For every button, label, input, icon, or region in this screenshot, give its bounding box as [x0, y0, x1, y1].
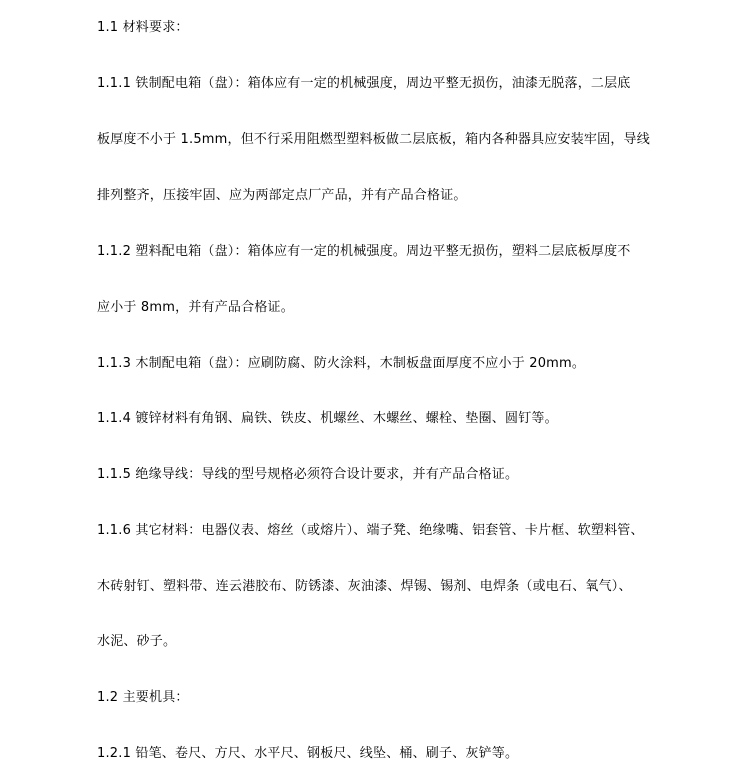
- paragraph-line: 1.1.2 塑料配电箱（盘）：箱体应有一定的机械强度。周边平整无损伤，塑料二层底板厚度不: [97, 244, 631, 259]
- paragraph-line: 1.1.1 铁制配电箱（盘）：箱体应有一定的机械强度，周边平整无损伤，油漆无脱落，二层底: [97, 76, 631, 91]
- paragraph-line: 1.1.6 其它材料：电器仪表、熔丝（或熔片）、端子凳、绝缘嘴、铝套管、卡片框、软塑料管、: [97, 523, 644, 538]
- paragraph-line: 水泥、砂子。: [97, 634, 177, 649]
- paragraph-line: 应小于 8mm，并有产品合格证。: [97, 300, 294, 315]
- paragraph-line: 板厚度不小于 1.5mm，但不行采用阻燃型塑料板做二层底板，箱内各种器具应安装牢固，导线: [97, 132, 650, 147]
- paragraph-line: 木砖射钉、塑料带、连云港胶布、防锈漆、灰油漆、焊锡、锡剂、电焊条（或电石、氧气）、: [97, 579, 632, 594]
- section-heading-materials: 1.1 材料要求：: [97, 20, 189, 35]
- paragraph-line: 1.2.1 铅笔、卷尺、方尺、水平尺、钢板尺、线坠、桶、刷子、灰铲等。: [97, 746, 519, 761]
- paragraph-line: 排列整齐，压接牢固、应为两部定点厂产品，并有产品合格证。: [97, 188, 467, 203]
- section-heading-tools: 1.2 主要机具：: [97, 690, 189, 705]
- paragraph-line: 1.1.5 绝缘导线：导线的型号规格必须符合设计要求，并有产品合格证。: [97, 467, 519, 482]
- paragraph-line: 1.1.3 木制配电箱（盘）：应刷防腐、防火涂料，木制板盘面厚度不应小于 20mm。: [97, 356, 586, 371]
- paragraph-line: 1.1.4 镀锌材料有角钢、扁铁、铁皮、机螺丝、木螺丝、螺栓、垫圈、圆钉等。: [97, 411, 558, 426]
